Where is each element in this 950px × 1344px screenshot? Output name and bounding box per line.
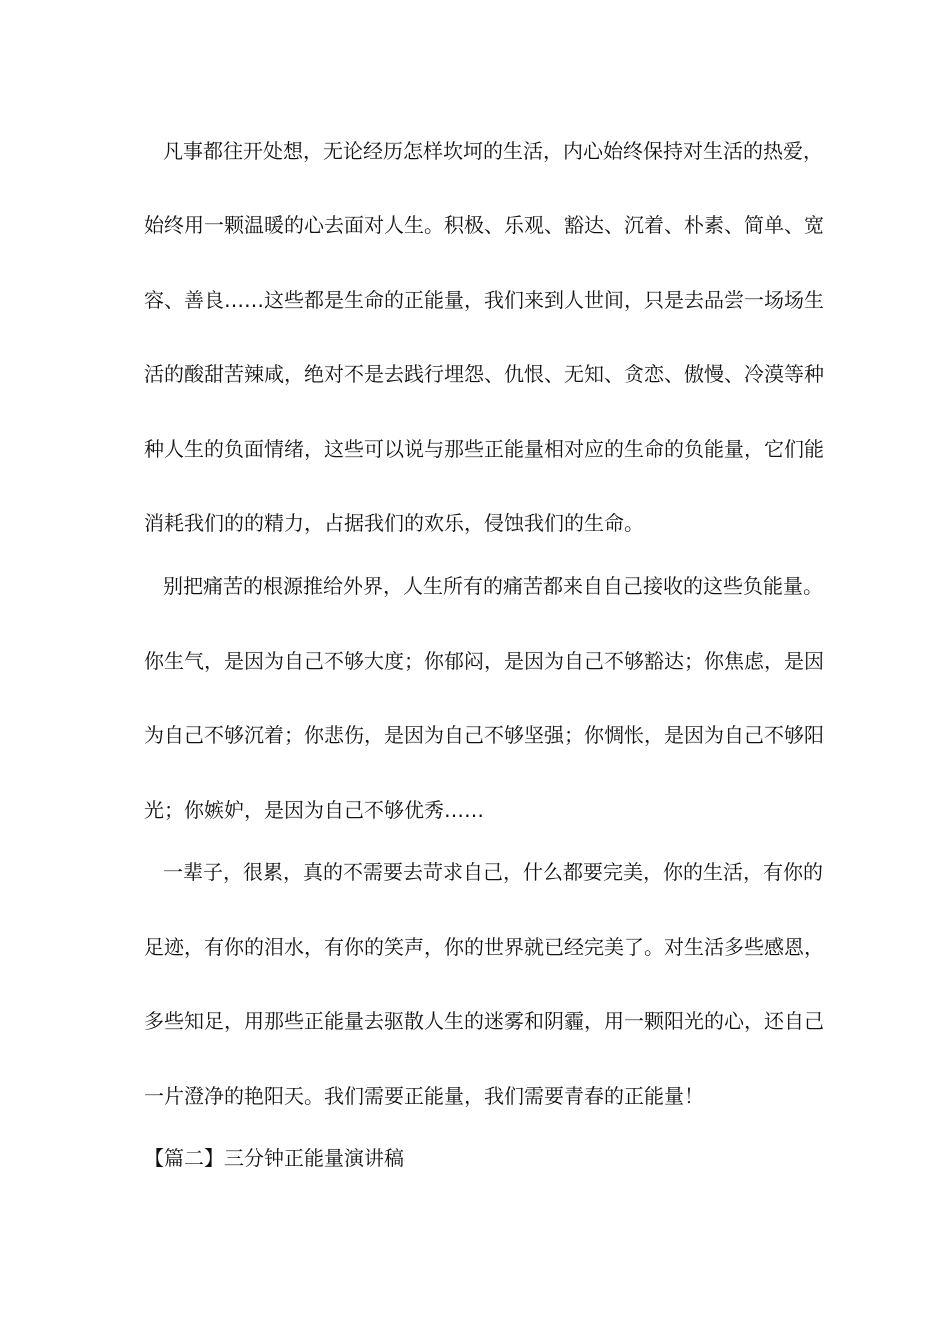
paragraph-1-line-1: 凡事都往开处想，无论经历怎样坎坷的生活，内心始终保持对生活的热爱，	[163, 139, 823, 163]
paragraph-1-line-2: 始终用一颗温暖的心去面对人生。积极、乐观、豁达、沉着、朴素、简单、宽	[144, 213, 824, 237]
section-heading: 【篇二】三分钟正能量演讲稿	[144, 1146, 404, 1170]
paragraph-3-line-2: 足迹，有你的泪水，有你的笑声，你的世界就已经完美了。对生活多些感恩，	[144, 935, 824, 959]
paragraph-3-line-1: 一辈子，很累，真的不需要去苛求自己，什么都要完美，你的生活，有你的	[163, 860, 823, 884]
paragraph-1-line-5: 种人生的负面情绪，这些可以说与那些正能量相对应的生命的负能量，它们能	[144, 437, 824, 461]
paragraph-3-line-4: 一片澄净的艳阳天。我们需要正能量，我们需要青春的正能量！	[144, 1084, 704, 1108]
paragraph-3-line-3: 多些知足，用那些正能量去驱散人生的迷雾和阴霾，用一颗阳光的心，还自己	[144, 1009, 824, 1033]
paragraph-2-line-2: 你生气，是因为自己不够大度；你郁闷，是因为自己不够豁达；你焦虑，是因	[144, 649, 824, 673]
paragraph-2-line-1: 别把痛苦的根源推给外界，人生所有的痛苦都来自自己接收的这些负能量。	[163, 574, 823, 598]
paragraph-2-line-4: 光；你嫉妒，是因为自己不够优秀……	[144, 798, 484, 822]
paragraph-1-line-4: 活的酸甜苦辣咸，绝对不是去践行埋怨、仇恨、无知、贪恋、傲慢、冷漠等种	[144, 362, 824, 386]
paragraph-1-line-3: 容、善良……这些都是生命的正能量，我们来到人世间，只是去品尝一场场生	[144, 288, 824, 312]
paragraph-1-line-6: 消耗我们的的精力，占据我们的欢乐，侵蚀我们的生命。	[144, 511, 644, 535]
paragraph-2-line-3: 为自己不够沉着；你悲伤，是因为自己不够坚强；你惆怅，是因为自己不够阳	[144, 723, 824, 747]
